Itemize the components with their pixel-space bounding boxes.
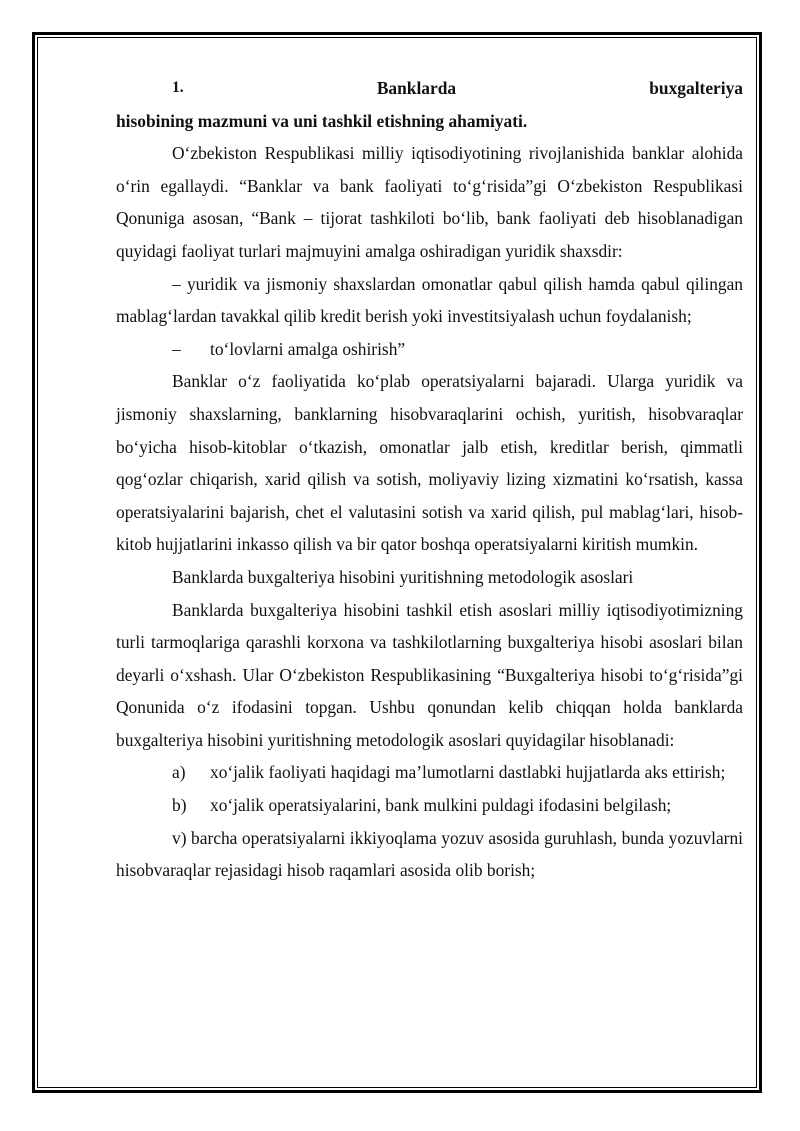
dash-marker: – [172, 338, 181, 359]
paragraph-intro: O‘zbekiston Respublikasi milliy iqtisodiyotining rivojlanishida banklar alohida o‘rin egallaydi. “Banklar va bank faoliyati to‘g‘risida”gi O‘zbekiston Respublikasi Qonuniga asosan, “Bank – tijorat tashkiloti bo‘lib, bank faoliyati deb hisoblanadigan quyidagi faoliyat turlari majmuyini amalga oshiradigan yuridik shaxsdir: [116, 143, 743, 261]
section-heading-word1: Banklarda [376, 78, 457, 98]
section-heading-line1 [116, 72, 743, 105]
list-item-a [116, 756, 743, 789]
paragraph-methodology: Banklarda buxgalteriya hisobini tashkil etish asoslari milliy iqtisodiyotimizning turli tarmoqlariga qarashli korxona va tashkilotlarning buxgalteriya hisobi asoslari bilan deyarli o‘xshash. Ular O‘zbekiston Respublikasining “Buxgalteriya hisobi to‘g‘risida”gi Qonunida o‘z ifodasini topgan. Ushbu qonundan kelib chiqqan holda banklarda buxgalteriya hisobini yuritishning metodologik asoslari quyidagilar hisoblanadi: [116, 599, 743, 750]
section-heading-word2: buxgalteriya [649, 78, 743, 98]
list-item-v: v) barcha operatsiyalarni ikkiyoqlama yozuv asosida guruhlash, bunda yozuvlarni hisobvaraqlar rejasidagi hisob raqamlari asosida olib borish; [116, 827, 743, 881]
document-body [116, 72, 743, 887]
paragraph-dash-item-1: – yuridik va jismoniy shaxslardan omonatlar qabul qilish hamda qabul qilingan mablag‘lardan tavakkal qilib kredit berish yoki investitsiyalash uchun foydalanish; [116, 273, 743, 327]
paragraph-dash-item-2 [116, 333, 743, 366]
list-marker-a: a) [172, 762, 186, 783]
paragraph-operations: Banklar o‘z faoliyatida ko‘plab operatsiyalarni bajaradi. Ularga yuridik va jismoniy shaxslarning, banklarning hisobvaraqlarini ochish, yuritish, hisobvaraqlar bo‘yicha hisob-kitoblar o‘tkazish, omonatlar jalb etish, kreditlar berish, qimmatli qog‘ozlar chiqarish, xarid qilish va sotish, moliyaviy lizing xizmatini ko‘rsatish, kassa operatsiyalarini bajarish, chet el valutasini sotish va xarid qilish, pul mablag‘lari, hisob-kitob hujjatlarini inkasso qilish va bir qator boshqa operatsiyalarni kiritish mumkin. [116, 371, 743, 555]
paragraph-subheading: Banklarda buxgalteriya hisobini yuritishning metodologik asoslari [172, 566, 634, 587]
section-number: 1. [172, 79, 184, 96]
list-item-a-text: xo‘jalik faoliyati haqidagi ma’lumotlarni dastlabki hujjatlarda aks ettirish; [210, 762, 726, 783]
list-item-b-text: xo‘jalik operatsiyalarini, bank mulkini puldagi ifodasini belgilash; [210, 795, 672, 816]
list-marker-b: b) [172, 795, 187, 816]
dash-item-text: to‘lovlarni amalga oshirish” [210, 338, 406, 359]
section-heading [116, 72, 743, 137]
list-item-b [116, 789, 743, 822]
section-heading-line2: hisobining mazmuni va uni tashkil etishning ahamiyati. [116, 110, 528, 131]
